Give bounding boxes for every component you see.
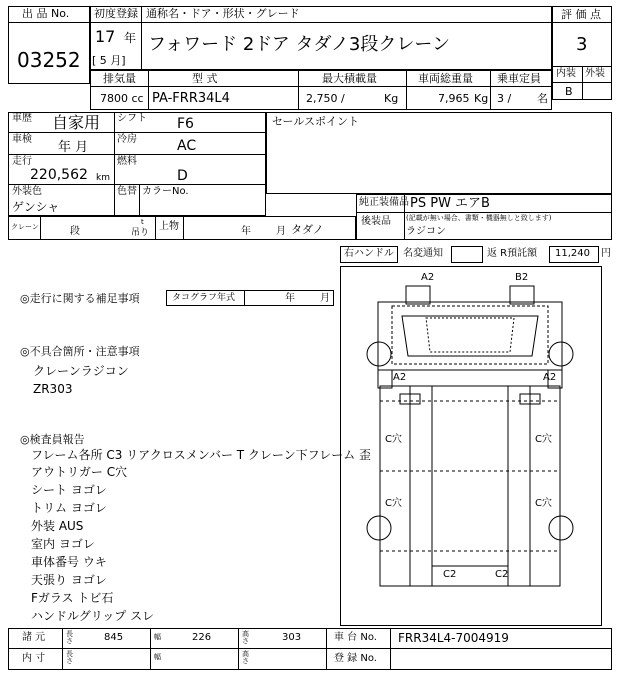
damage-mark: A2 (393, 372, 407, 383)
vehicle-diagram (340, 266, 602, 626)
capacity-value: 3 / (497, 92, 512, 105)
width-label: 幅 (154, 633, 161, 641)
max-load-label: 最大積載量 (322, 72, 377, 85)
history-value: 自家用 (52, 113, 101, 132)
max-load-unit: Kg (384, 92, 399, 105)
tachograph-month: 月 (320, 293, 330, 304)
inspector-line: トリム ヨゴレ (31, 501, 107, 515)
inspector-line: フレーム各所 C3 リアクロスメンバー T クレーン下フレーム 歪 (31, 448, 372, 462)
inspector-line: アウトリガー C穴 (31, 465, 128, 479)
gross-weight-value: 7,965 (438, 92, 470, 105)
lot-label: 出 品 No. (22, 7, 70, 20)
displacement-label: 排気量 (103, 72, 136, 85)
refund-label: 返 R預託額 (487, 248, 538, 259)
defects-title: ◎不具合箇所・注意事項 (20, 345, 140, 358)
inspector-line: 天張り ヨゴレ (31, 573, 107, 587)
driving-notes-title: ◎走行に関する補足事項 (20, 292, 140, 305)
capacity-label: 乗車定員 (497, 72, 541, 85)
interior-length-label: 長さ (66, 650, 73, 665)
first-reg-year: 17 (95, 27, 116, 46)
body-label: 上物 (159, 221, 179, 232)
width-value: 226 (192, 632, 212, 643)
inspector-line: シート ヨゴレ (31, 483, 107, 497)
color-label: 外装色 (12, 186, 42, 197)
first-reg-label: 初度登録 (94, 7, 138, 20)
crane-label: クレーン (11, 223, 39, 231)
max-load-value: 2,750 / (306, 92, 345, 105)
gross-weight-unit: Kg (474, 92, 489, 105)
crane-hoist: 吊り (131, 228, 150, 238)
refund-value: 11,240 (555, 248, 590, 259)
mileage-value: 220,562 (30, 167, 88, 183)
aftermarket-note: (記載が無い場合、書類・機器無しと致します) (406, 214, 552, 222)
damage-mark: C穴 (385, 434, 402, 445)
damage-mark: C穴 (535, 434, 552, 445)
type-value: PA-FRR34L4 (152, 91, 230, 106)
inspection-value: 年 月 (58, 140, 89, 155)
aftermarket-value: ラジコン (406, 226, 446, 237)
crane-stage: 段 (70, 226, 80, 237)
length-label: 長さ (66, 630, 73, 645)
model-name: フォワード 2ドア タダノ3段クレーン (148, 34, 451, 55)
specs-label: 諸 元 (22, 632, 46, 643)
model-label: 通称名・ドア・形状・グレード (146, 7, 300, 20)
ac-value: AC (177, 138, 197, 154)
height-value: 303 (282, 632, 302, 643)
mileage-label: 走行 (12, 156, 32, 167)
defect-line: クレーンラジコン (33, 364, 129, 378)
interior-width-label: 幅 (154, 653, 161, 661)
registration-label: 登 録 No. (334, 653, 377, 664)
interior-grade-label: 内装 (556, 68, 576, 79)
body-month: 月 (276, 226, 286, 237)
tachograph-year: 年 (285, 293, 295, 304)
shift-label: シフト (117, 113, 147, 124)
shift-value: F6 (177, 116, 194, 132)
body-year: 年 (241, 226, 251, 237)
damage-mark: B2 (515, 272, 529, 283)
name-change-label: 名変通知 (403, 248, 443, 259)
grade-value: 3 (576, 34, 588, 55)
name-change-box (451, 246, 483, 263)
grade-label: 評 価 点 (561, 8, 601, 21)
aftermarket-label: 後装品 (361, 216, 391, 227)
capacity-unit: 名 (537, 92, 548, 105)
damage-mark: C穴 (385, 498, 402, 509)
truck-outline (340, 266, 602, 626)
body-maker: タダノ (291, 223, 324, 236)
height-label: 高さ (242, 630, 249, 645)
damage-mark: C2 (495, 569, 509, 580)
damage-mark: A2 (543, 372, 557, 383)
inspection-label: 車検 (12, 134, 32, 145)
displacement-value: 7800 cc (100, 92, 144, 105)
inspector-line: 外装 AUS (31, 519, 84, 533)
damage-mark: C穴 (535, 498, 552, 509)
damage-mark: A2 (421, 272, 435, 283)
type-label: 型 式 (192, 72, 218, 85)
interior-height-label: 高さ (242, 650, 249, 665)
inspector-line: ハンドルグリップ スレ (31, 609, 155, 623)
first-reg-month: [ 5 月] (92, 54, 126, 67)
genuine-label: 純正装備品 (359, 197, 409, 208)
ac-label: 冷房 (117, 134, 137, 145)
year-unit: 年 (124, 31, 137, 45)
color-value: ゲンシャ (12, 200, 60, 214)
color-no-label: カラーNo. (142, 186, 189, 197)
lot-number: 03252 (17, 48, 81, 72)
interior-size-label: 内 寸 (22, 653, 46, 664)
sales-point-label: セールスポイント (272, 115, 360, 128)
tachograph-label: タコグラフ年式 (172, 293, 236, 303)
interior-grade: B (565, 85, 573, 98)
inspector-title: ◎検査員報告 (20, 433, 85, 446)
inspector-line: 車体番号 ウキ (31, 555, 107, 569)
chassis-value: FRR34L4-7004919 (398, 631, 509, 645)
refund-unit: 円 (601, 248, 611, 259)
crane-ton: t (141, 218, 144, 226)
footer-table (8, 628, 612, 670)
color-change-label: 色替 (117, 186, 137, 197)
gross-weight-label: 車両総重量 (418, 72, 473, 85)
genuine-value: PS PW エアB (410, 196, 490, 211)
inspector-line: Fガラス トビ石 (31, 591, 114, 605)
fuel-label: 燃料 (117, 156, 137, 167)
damage-mark: C2 (443, 569, 457, 580)
mileage-unit: km (96, 173, 110, 183)
chassis-label: 車 台 No. (334, 632, 377, 643)
history-label: 車歴 (12, 113, 32, 124)
fuel-value: D (177, 168, 188, 184)
exterior-grade-label: 外装 (585, 68, 605, 79)
length-value: 845 (104, 632, 124, 643)
defect-line: ZR303 (33, 382, 73, 396)
inspector-line: 室内 ヨゴレ (31, 537, 95, 551)
rhd-label: 右ハンドル (344, 248, 394, 259)
